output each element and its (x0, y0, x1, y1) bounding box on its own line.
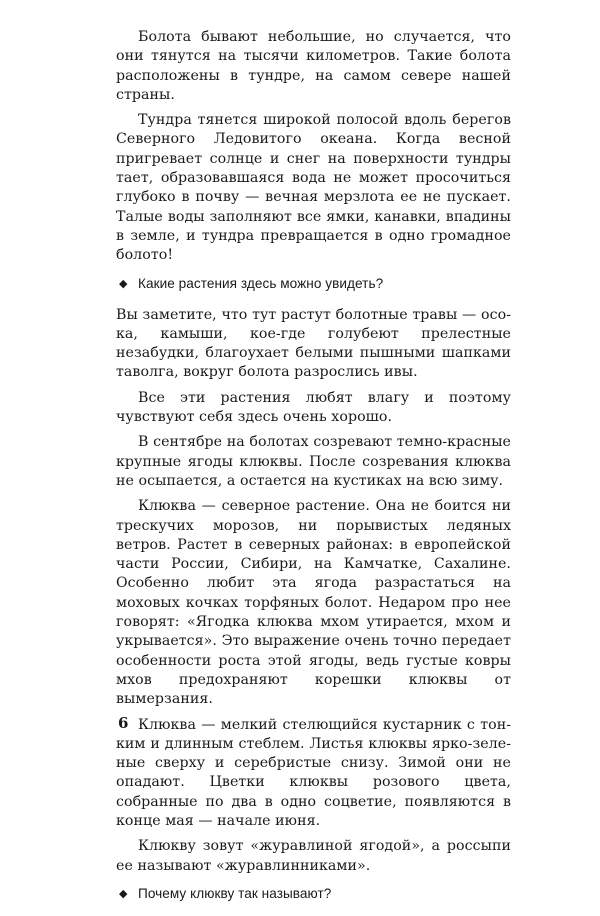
paragraph-northern-plant: Клюква — северное растение. Она не боится ни трескучих морозов, ни порывистых ледяных ветров. Растет в северных районах: в европейской части России, Сибири, на Камчатке, Сахалине. Особенно любит эта ягода разрастаться на моховых кочках торфяных болот. Недаром про нее говорят: «Ягодка клюква мхом утирается, мхом и укрывается». Это выражение очень точно передает особенности роста этой ягоды, ведь густые ковры мхов предохраняют корешки клюквы от вымерзания. (116, 498, 511, 708)
paragraph-moisture: Все эти растения любят влагу и поэтому чувствуют себя здесь очень хорошо. (116, 389, 511, 426)
question-plants (116, 275, 511, 293)
paragraph-tundra: Тундра тянется широкой полосой вдоль берегов Северного Ледовитого океана. Когда весной пригревает солнце и снег на поверхности тундры тает, образовавшаяся вода не может просочиться глубоко в почву — вечная мерзлота ее не пускает. Талые воды заполняют все ямки, канавки, впадины в земле, и тундра превращается в одно громадное болото! (116, 112, 511, 264)
paragraph-bogs-size: Болота бывают небольшие, но случается, что они тянутся на тысячи километров. Такие болота расположены в тундре, на самом севере нашей страны. (116, 29, 511, 103)
question-text: Какие растения здесь можно увидеть? (138, 275, 384, 291)
diamond-bullet-icon: ◆ (119, 887, 128, 900)
question-text: Почему клюкву так называют? (138, 885, 332, 901)
paragraph-crane-berry: Клюкву зовут «журавлиной ягодой», а россыпи ее называют «журавлинниками». (116, 838, 511, 874)
paragraph-shrub-description: Клюква — мелкий стелющийся кустарник с тонким и длинным стеблем. Листья клюквы ярко-зеленые сверху и серебристые снизу. Зимой они не опадают. Цветки клюквы розового цвета, собранные по два в одно соцветие, появляются в конце мая — начале июня. (116, 716, 511, 829)
text-column (116, 28, 511, 916)
question-cranberry-name (116, 885, 511, 903)
paragraph-swamp-grasses: Вы заметите, что тут растут болотные травы — осока, камыши, кое-где голубеют прелестные незабудки, благоухает белыми пышными шапками таволга, вокруг болота разрослись ивы. (116, 306, 511, 381)
page-number: 6 (118, 714, 129, 732)
paragraph-september-berries: В сентябре на болотах созревают темно-красные крупные ягоды клюквы. После созревания клюква не осыпается, а остается на кустиках на всю зиму. (116, 434, 511, 489)
diamond-bullet-icon: ◆ (119, 277, 128, 290)
